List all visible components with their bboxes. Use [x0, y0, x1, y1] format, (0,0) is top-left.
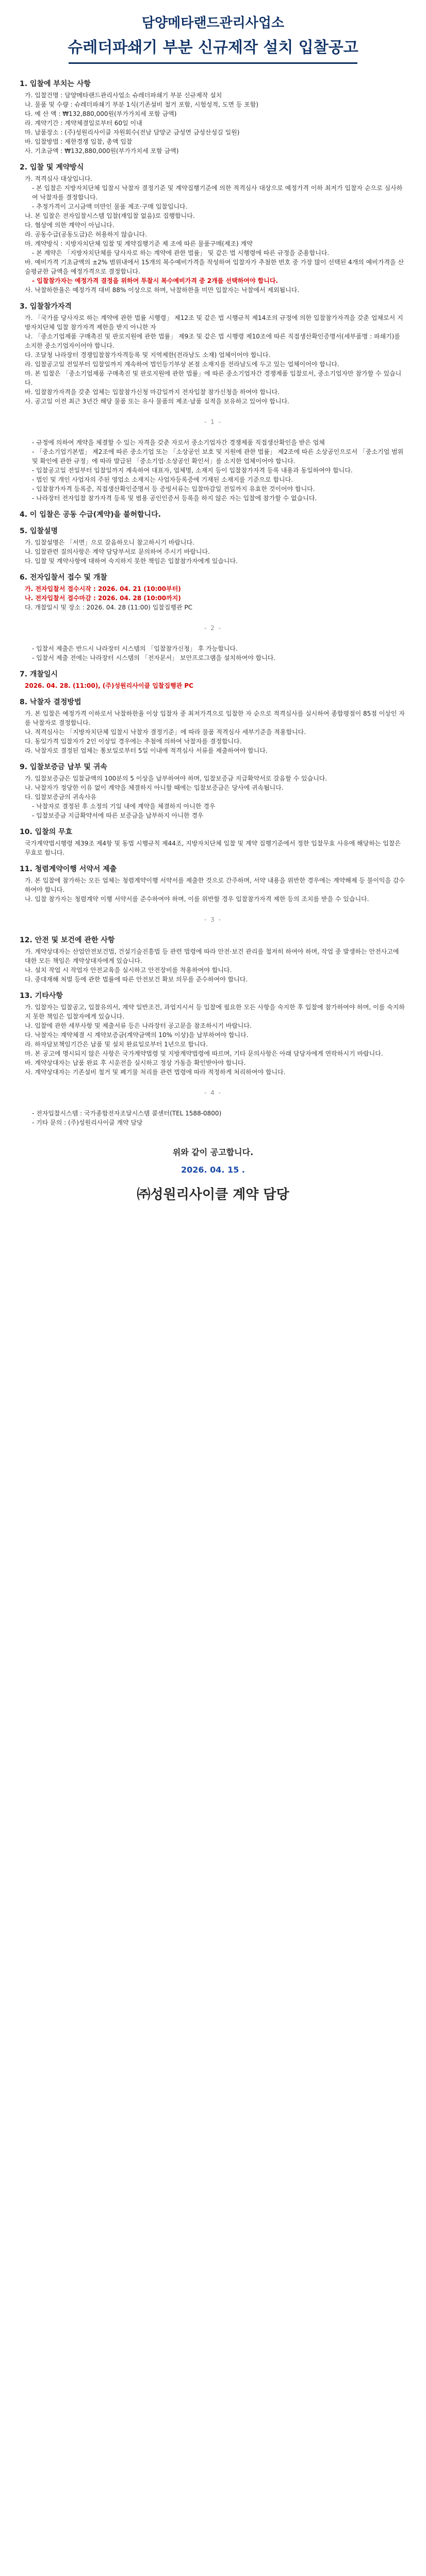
section-line: 마. 본 공고에 명시되지 않은 사항은 국가계약법령 및 지방계약법령에 따르며, 기타 문의사항은 아래 담당자에게 연락하시기 바랍니다.	[25, 1050, 383, 1057]
section-line: 나. 입찰관련 질의사항은 계약 담당부서로 문의하여 주시기 바랍니다.	[25, 548, 210, 555]
section-line: 라. 하자담보책임기간은 납품 및 설치 완료일로부터 1년으로 합니다.	[25, 1041, 208, 1048]
section-line: 가. 입찰건명 : 담양메타랜드관리사업소 슈레더파쇄기 부분 신규제작 설치	[25, 92, 222, 99]
section-3-continued	[20, 438, 406, 503]
section-3	[20, 302, 406, 406]
section-line: 라. 입찰공고일 전일부터 입찰일까지 계속하여 법인등기부상 본점 소재지를 전라남도에 두고 있는 업체이어야 합니다.	[25, 361, 339, 368]
section-line: 바. 입찰방법 : 제한경쟁 입찰, 총액 입찰	[25, 138, 133, 145]
section-line: 다. 입찰 및 계약사항에 대하여 숙지하지 못한 책임은 입찰참가자에게 있습니다.	[25, 557, 238, 565]
contact-line: - 전자입찰시스템 : 국가종합전자조달시스템 콜센터(TEL 1588-0800)	[32, 1110, 222, 1117]
section-line: 나. 물품 및 수량 : 슈레더파쇄기 부분 1식(기존설비 철거 포함, 시험성적, 도면 등 포함)	[25, 101, 259, 108]
section-line: 가. 적격심사 대상입니다.	[25, 175, 93, 182]
section-line: 가. 입찰보증금은 입찰금액의 100분의 5 이상을 납부하여야 하며, 입찰보증금 지급확약서로 갈음할 수 있습니다.	[25, 775, 327, 782]
section-line: 가. 계약상대자는 산업안전보건법, 건설기술진흥법 등 관련 법령에 따라 안전·보건 관리를 철저히 하여야 하며, 작업 중 발생하는 안전사고에 대한 모든 책임은 계약상대자에게 있습니다.	[25, 948, 399, 964]
section-line: - 입찰참가자격 등록증, 직접생산확인증명서 등 증빙서류는 입찰마감일 전일까지 유효한 것이어야 합니다.	[32, 485, 315, 493]
section-5	[20, 527, 406, 566]
page-number: - 1 -	[204, 418, 222, 426]
section-title: 8. 낙찰자 결정방법	[20, 698, 81, 706]
section-title: 9. 입찰보증금 납부 및 귀속	[20, 763, 107, 771]
section-line: 나. 입찰에 관한 세부사항 및 제출서류 등은 나라장터 공고문을 참조하시기 바랍니다.	[25, 1022, 252, 1029]
section-title: 3. 입찰참가자격	[20, 302, 72, 311]
section-title: 4. 이 입찰은 공동 수급(계약)을 불허합니다.	[20, 511, 161, 519]
section-6-notes	[20, 644, 406, 663]
section-line: 다. 낙찰자는 계약체결 시 계약보증금(계약금액의 10% 이상)을 납부하여야 합니다.	[25, 1031, 249, 1039]
section-line: 다. 중대재해 처벌 등에 관한 법률에 따른 안전보건 확보 의무를 준수하여야 합니다.	[25, 976, 248, 983]
section-line: - 본 입찰은 지방자치단체 입찰시 낙찰자 결정기준 및 계약집행기준에 의한 적격심사 대상으로 예정가격 이하 최저가 입찰자 순으로 심사하여 낙찰자를 결정합니다.	[32, 184, 403, 201]
section-8	[20, 698, 406, 755]
section-title: 7. 개찰일시	[20, 670, 58, 679]
section-line: 가. 본 입찰은 예정가격 이하로서 낙찰하한율 이상 입찰자 중 최저가격으로 입찰한 자 순으로 적격심사를 실시하여 종합평점이 85점 이상인 자를 낙찰자로 결정합니다.	[25, 710, 405, 726]
section-title: 6. 전자입찰서 접수 및 개찰	[20, 573, 107, 582]
section-line: 마. 납품장소 : (주)성원리사이클 자원회수(전남 담양군 금성면 금성산성길 일원)	[25, 129, 240, 136]
section-line: 다. 입찰보증금의 귀속사유	[25, 793, 96, 801]
section-line: - 본 계약은 「지방자치단체를 당사자로 하는 계약에 관한 법률」 및 같은 법 시행령에 따른 규정을 준용합니다.	[32, 249, 330, 257]
section-line: 나. 「중소기업제품 구매촉진 및 판로지원에 관한 법률」 제9조 및 같은 법 시행령 제10조에 따른 직접생산확인증명서(세부품명 : 파쇄기)를 소지한 중소기업자이어야 합니다.	[25, 333, 400, 349]
page-number: - 2 -	[204, 624, 222, 632]
section-line: 사. 공고일 이전 최근 3년간 해당 물품 또는 유사 물품의 제조·납품 실적을 보유하고 있어야 합니다.	[25, 398, 289, 405]
section-title: 10. 입찰의 무효	[20, 828, 73, 836]
section-line: 나. 낙찰자가 정당한 이유 없이 계약을 체결하지 아니할 때에는 입찰보증금은 당사에 귀속됩니다.	[25, 784, 284, 791]
section-line: 라. 계약기간 : 계약체결일로부터 60일 이내	[25, 120, 142, 127]
section-line: - 법인 및 개인 사업자의 주된 영업소 소재지는 사업자등록증에 기재된 소재지를 기준으로 합니다.	[32, 476, 293, 483]
section-line: 사. 낙찰하한율은 예정가격 대비 88% 이상으로 하며, 낙찰하한율 미만 입찰자는 낙찰에서 제외됩니다.	[25, 286, 300, 294]
page-number: - 4 -	[204, 1089, 222, 1096]
section-line: - 나라장터 전자입찰 참가자격 등록 및 범용 공인인증서 등록을 하지 않은 자는 입찰에 참가할 수 없습니다.	[32, 495, 317, 502]
footer	[20, 1147, 406, 1202]
section-10	[20, 827, 406, 857]
bid-open-date: 가. 전자입찰서 접수시작 : 2026. 04. 21 (10:00부터)	[25, 585, 181, 592]
section-line: 다. 협상에 의한 계약이 아닙니다.	[25, 222, 114, 229]
section-line: 가. 본 입찰에 참가하는 모든 업체는 청렴계약이행 서약서를 제출한 것으로 간주하며, 서약 내용을 위반한 경우에는 계약해제 등 불이익을 감수하여야 합니다.	[25, 877, 405, 893]
section-9	[20, 762, 406, 820]
company-name: ㈜성원리사이클 계약 담당	[137, 1187, 289, 1202]
section-line: 가. 「국가를 당사자로 하는 계약에 관한 법률 시행령」 제12조 및 같은 법 시행규칙 제14조의 규정에 의한 입찰참가자격을 갖춘 업체로서 지방자치단체 입찰 참가자격 제한을 받지 아니한 자	[25, 314, 403, 331]
contact-line: - 기타 문의 : (주)성원리사이클 계약 담당	[32, 1119, 143, 1126]
section-line: 바. 예비가격 기초금액의 ±2% 범위내에서 15개의 복수예비가격을 작성하여 입찰자가 추첨한 번호 중 가장 많이 선택된 4개의 예비가격을 산술평균한 금액을 예정가격으로 결정합니다.	[25, 259, 404, 275]
section-12	[20, 936, 406, 984]
section-title: 12. 안전 및 보건에 관한 사항	[20, 936, 115, 944]
section-line: 나. 본 입찰은 전자입찰시스템 입찰(재입찰 없음)로 집행합니다.	[25, 212, 195, 219]
opening-date: 2026. 04. 28. (11:00), (주)성원리사이클 입찰집행관 PC	[25, 682, 193, 689]
announcement-date: 2026. 04. 15 .	[181, 1165, 245, 1175]
section-title: 13. 기타사항	[20, 992, 63, 1000]
section-line: - 입찰공고일 전일부터 입찰일까지 계속하여 대표자, 업체명, 소재지 등이 입찰참가자격 등록 내용과 동일하여야 합니다.	[32, 467, 353, 474]
section-line: - 「중소기업기본법」 제2조에 따른 중소기업 또는 「소상공인 보호 및 지원에 관한 법률」 제2조에 따른 소상공인으로서 「중소기업 범위 및 확인에 관한 규정」에 따라 발급된 「중소기업·소상공인 확인서」를 소지한 업체이어야 합니다.	[32, 448, 404, 465]
section-6	[20, 573, 406, 612]
section-11	[20, 865, 406, 904]
section-line: 다. 예 산 액 : ₩132,880,000원(부가가치세 포함 금액)	[25, 110, 177, 117]
section-line: - 입찰서 제출은 반드시 나라장터 시스템의 「입찰참가신청」 후 가능합니다.	[32, 645, 238, 652]
section-line: 라. 공동수급(공동도급)은 허용하지 않습니다.	[25, 231, 148, 238]
contact-notes	[20, 1109, 406, 1127]
section-2	[20, 163, 406, 295]
section-line: 국가계약법시행령 제39조 제4항 및 동법 시행규칙 제44조, 지방자치단체 입찰 및 계약 집행기준에서 정한 입찰무효 사유에 해당하는 입찰은 무효로 합니다.	[25, 840, 401, 856]
page-number: - 3 -	[204, 916, 222, 923]
closing-statement: 위와 같이 공고합니다.	[172, 1147, 254, 1157]
notice-body	[0, 64, 426, 1202]
section-line: 다. 개찰일시 및 장소 : 2026. 04. 28 (11:00) 입찰집행관 PC	[25, 604, 192, 611]
section-line: 나. 입찰 참가자는 청렴계약 이행 서약서를 준수하여야 하며, 이를 위반할 경우 입찰참가자격 제한 등의 조치를 받을 수 있습니다.	[25, 895, 369, 903]
section-title: 5. 입찰설명	[20, 527, 58, 535]
section-title: 2. 입찰 및 계약방식	[20, 163, 84, 172]
section-line: 사. 기초금액 : ₩132,880,000원(부가가치세 포함 금액)	[25, 147, 179, 155]
section-line: - 입찰서 제출 전에는 나라장터 시스템의 「전자문서」 보안프로그램을 설치하여야 합니다.	[32, 654, 276, 662]
section-line: 나. 적격심사는 「지방자치단체 입찰시 낙찰자 결정기준」에 따라 물품 적격심사 세부기준을 적용합니다.	[25, 728, 306, 736]
section-line: - 낙찰자로 결정된 후 소정의 기일 내에 계약을 체결하지 아니한 경우	[32, 803, 216, 810]
section-title: 1. 입찰에 부치는 사항	[20, 80, 91, 88]
section-line: - 추정가격이 고시금액 미만인 물품 제조·구매 입찰입니다.	[32, 203, 188, 210]
bid-close-date: 나. 전자입찰서 접수마감 : 2026. 04. 28 (10:00까지)	[25, 595, 181, 602]
section-line: 마. 계약방식 : 지방자치단체 입찰 및 계약집행기준 제 조에 따른 물품구매(제조) 계약	[25, 240, 253, 247]
section-line: 마. 본 입찰은 「중소기업제품 구매촉진 및 판로지원에 관한 법률」에 따른 중소기업자간 경쟁제품 입찰로서, 중소기업자만 참가할 수 있습니다.	[25, 370, 402, 386]
section-line: 라. 낙찰자로 결정된 업체는 통보일로부터 5일 이내에 적격심사 서류를 제출하여야 합니다.	[25, 747, 268, 754]
section-line: - 입찰보증금 지급확약서에 따른 보증금을 납부하지 아니한 경우	[32, 812, 204, 819]
section-line: 가. 입찰설명은 「서면」으로 갈음하오니 참고하시기 바랍니다.	[25, 539, 194, 546]
section-1	[20, 79, 406, 156]
section-13	[20, 991, 406, 1077]
section-line: - 규정에 의하여 계약을 체결할 수 있는 자격을 갖춘 자로서 중소기업자간 경쟁제품 직접생산확인을 받은 업체	[32, 439, 325, 446]
section-7	[20, 670, 406, 690]
section-line: 다. 동일가격 입찰자가 2인 이상일 경우에는 추첨에 의하여 낙찰자를 결정합니다.	[25, 738, 242, 745]
section-line: 가. 입찰자는 입찰공고, 입찰유의서, 계약 일반조건, 과업지시서 등 입찰에 필요한 모든 사항을 숙지한 후 입찰에 참가하여야 하며, 이를 숙지하지 못한 책임은 입찰자에게 있습니다.	[25, 1004, 405, 1020]
org-name: 담양메타랜드관리사업소	[141, 15, 285, 31]
section-line: 사. 계약상대자는 기존설비 철거 및 폐기물 처리를 관련 법령에 따라 적정하게 처리하여야 합니다.	[25, 1069, 286, 1076]
section-line: 바. 입찰참가자격을 갖춘 업체는 입찰참가신청 마감일까지 전자입찰 참가신청을 하여야 합니다.	[25, 388, 280, 396]
page-title: 슈레더파쇄기 부분 신규제작 설치 입찰공고	[68, 39, 358, 57]
header	[0, 0, 426, 64]
section-4	[20, 510, 406, 519]
section-line: 바. 계약상대자는 납품 완료 후 시운전을 실시하고 정상 가동을 확인받아야 합니다.	[25, 1059, 246, 1066]
section-line-highlight: - 입찰참가자는 예정가격 결정을 위하여 투찰시 복수예비가격 중 2개를 선택하여야 합니다.	[32, 277, 278, 284]
section-title: 11. 청렴계약이행 서약서 제출	[20, 865, 117, 873]
section-line: 나. 설치 작업 시 작업자 안전교육을 실시하고 안전장비를 착용하여야 합니다.	[25, 967, 232, 974]
section-line: 다. 조달청 나라장터 경쟁입찰참가자격등록 및 지역제한(전라남도 소재) 업체이어야 합니다.	[25, 351, 271, 359]
